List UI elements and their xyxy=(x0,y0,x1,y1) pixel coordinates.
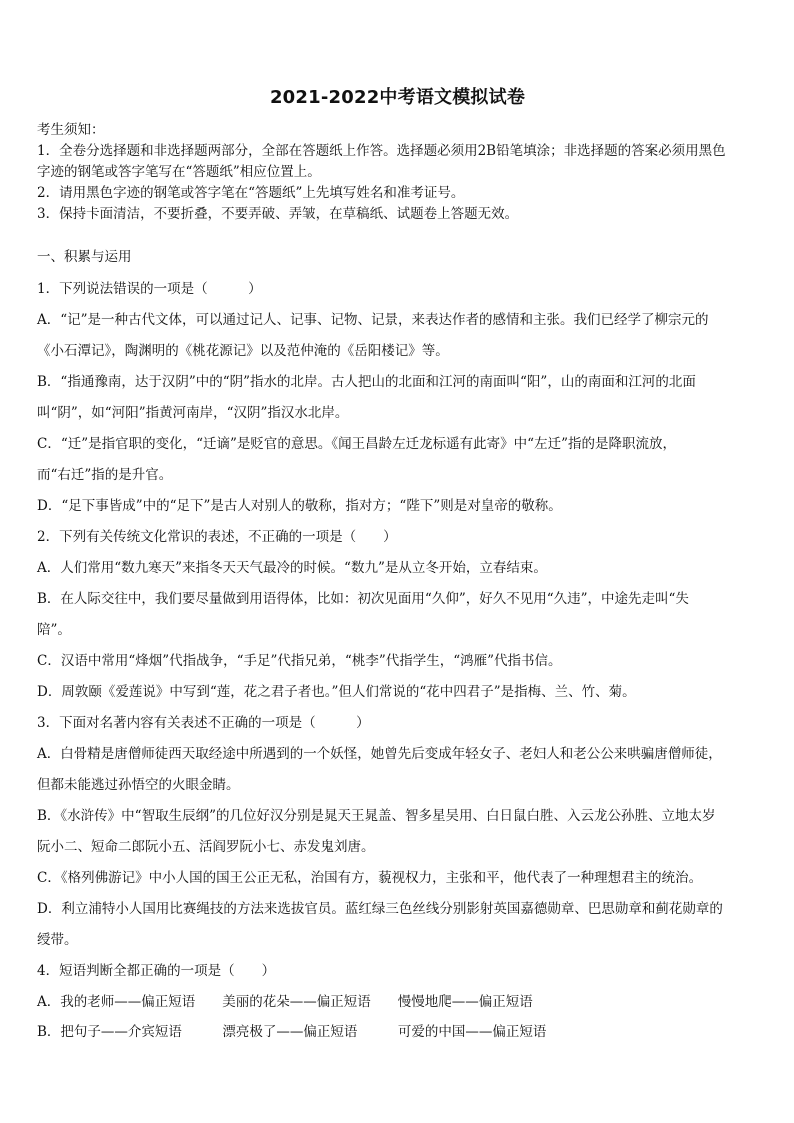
option-text: B．把句子——介宾短语 漂亮极了——偏正短语 可爱的中国——偏正短语 xyxy=(37,1024,547,1040)
question-1 xyxy=(37,274,758,522)
option-text: A．人们常用“数九寒天”来指冬天天气最冷的时候。“数九”是从立冬开始，立春结束。 xyxy=(37,560,547,576)
option-text: B．《水浒传》中“智取生辰纲”的几位好汉分别是晁天王晁盖、智多星吴用、白日鼠白胜、入云龙公孙胜、立地太岁 xyxy=(37,808,716,824)
question-stem: 4．短语判断全都正确的一项是（ ） xyxy=(37,963,276,979)
spacer xyxy=(37,225,758,247)
question-stem: 1．下列说法错误的一项是（ ） xyxy=(37,281,262,297)
question-4 xyxy=(37,956,758,1047)
section-title: 一、积累与运用 xyxy=(37,249,132,265)
notice-line: 3．保持卡面清洁，不要折叠，不要弄破、弄皱，在草稿纸、试题卷上答题无效。 xyxy=(37,206,519,222)
option-text: 阮小二、短命二郎阮小五、活阎罗阮小七、赤发鬼刘唐。 xyxy=(37,839,375,855)
option-text: B．“指通豫南，达于汉阴”中的“阴”指水的北岸。古人把山的北面和江河的南面叫“阳”，山的南面和江河的北面 xyxy=(37,374,696,390)
question-3 xyxy=(37,708,758,956)
option-text: C．“迁”是指官职的变化，“迁谪”是贬官的意思。《闻王昌龄左迁龙标遥有此寄》中“左迁”指的是降职流放， xyxy=(37,436,676,452)
option-text: D．周敦颐《爱莲说》中写到“莲，花之君子者也。”但人们常说的“花中四君子”是指梅、兰、竹、菊。 xyxy=(37,684,636,700)
notice-line: 2．请用黑色字迹的钢笔或答字笔在“答题纸”上先填写姓名和准考证号。 xyxy=(37,185,465,201)
notice-heading: 考生须知： xyxy=(37,122,105,138)
option-text: D．利立浦特小人国用比赛绳技的方法来选拔官员。蓝红绿三色丝线分别影射英国嘉德勋章、巴思勋章和蓟花勋章的 xyxy=(37,901,723,917)
option-text: B．在人际交往中，我们要尽量做到用语得体，比如：初次见面用“久仰”，好久不见用“久违”，中途先走叫“失 xyxy=(37,591,689,607)
question-stem: 3．下面对名著内容有关表述不正确的一项是（ ） xyxy=(37,715,370,731)
option-text: C．汉语中常用“烽烟”代指战争，“手足”代指兄弟，“桃李”代指学生，“鸿雁”代指书信。 xyxy=(37,653,562,669)
notice-line: 1．全卷分选择题和非选择题两部分，全部在答题纸上作答。选择题必须用2B铅笔填涂；非选择题的答案必须用黑色 xyxy=(37,143,726,159)
option-text: 《小石潭记》，陶渊明的《桃花源记》以及范仲淹的《岳阳楼记》等。 xyxy=(37,343,449,359)
option-text: A．白骨精是唐僧师徒西天取经途中所遇到的一个妖怪，她曾先后变成年轻女子、老妇人和老公公来哄骗唐僧师徒， xyxy=(37,746,722,762)
option-text: 但都未能逃过孙悟空的火眼金睛。 xyxy=(37,777,240,793)
option-text: C．《格列佛游记》中小人国的国王公正无私，治国有方，藐视权力，主张和平，他代表了一种理想君主的统治。 xyxy=(37,870,703,886)
candidate-notice xyxy=(37,120,758,225)
question-2 xyxy=(37,522,758,708)
option-text: 绶带。 xyxy=(37,932,78,948)
option-text: A．我的老师——偏正短语 美丽的花朵——偏正短语 慢慢地爬——偏正短语 xyxy=(37,994,533,1010)
option-text: 而“右迁”指的是升官。 xyxy=(37,467,173,483)
notice-line: 字迹的钢笔或答字笔写在“答题纸”相应位置上。 xyxy=(37,164,321,180)
option-text: 陪”。 xyxy=(37,622,71,638)
question-stem: 2．下列有关传统文化常识的表述，不正确的一项是（ ） xyxy=(37,529,397,545)
option-text: D．“足下事皆成”中的“足下”是古人对别人的敬称，指对方；“陛下”则是对皇帝的敬称。 xyxy=(37,498,562,514)
page-title: 2021-2022中考语文模拟试卷 xyxy=(269,87,526,108)
option-text: 叫“阴”，如“河阳”指黄河南岸，“汉阴”指汉水北岸。 xyxy=(37,405,349,421)
option-text: A．“记”是一种古代文体，可以通过记人、记事、记物、记景，来表达作者的感情和主张。我们已经学了柳宗元的 xyxy=(37,312,709,328)
